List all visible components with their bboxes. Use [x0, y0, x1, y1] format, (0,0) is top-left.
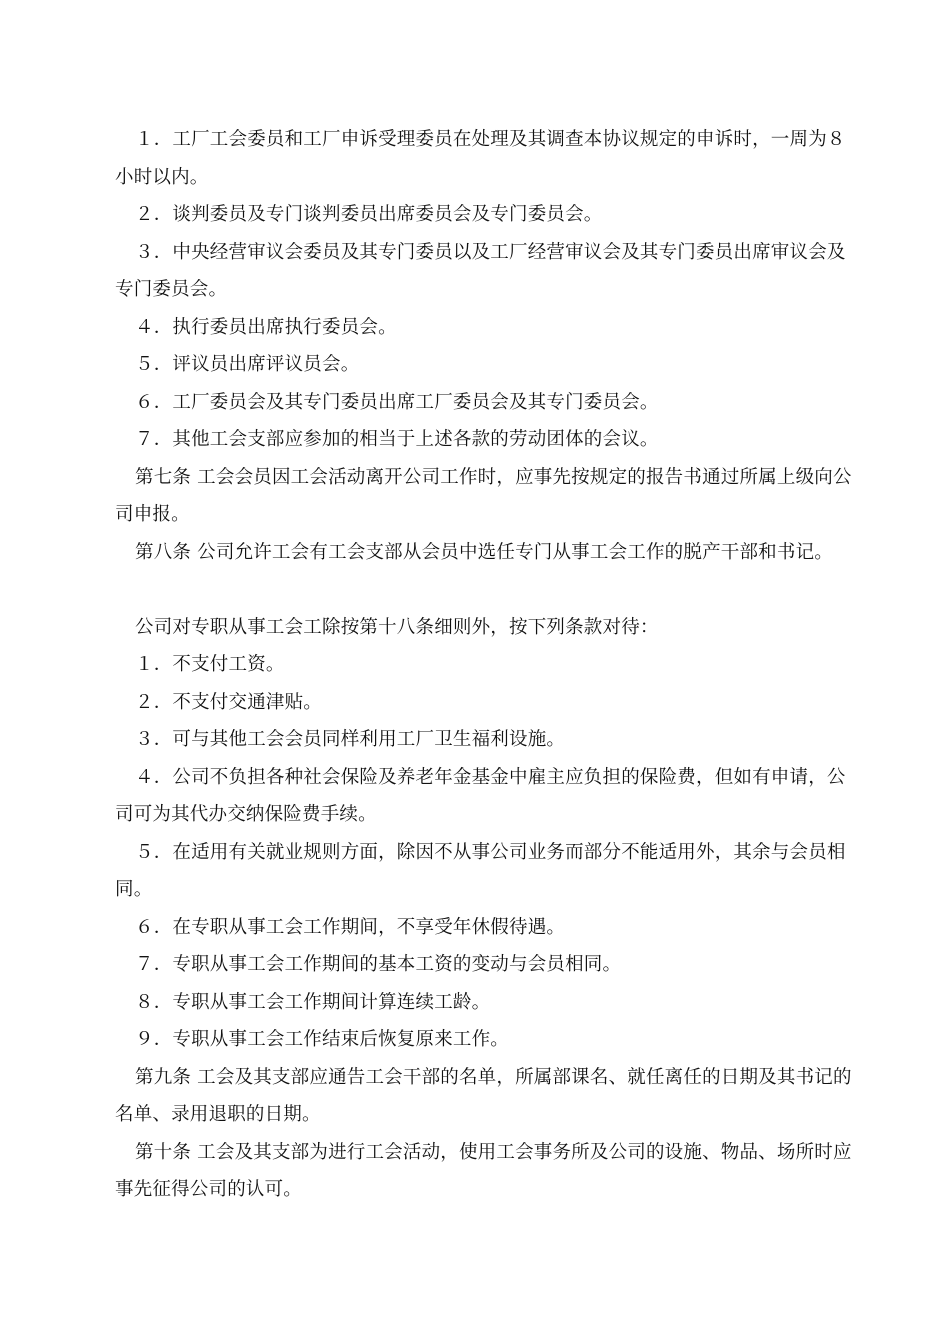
fulltime-item-6: ６．在专职从事工会工作期间，不享受年休假待遇。	[135, 916, 566, 938]
paragraph-item-6: ６．工厂委员会及其专门委员出席工厂委员会及其专门委员会。	[135, 391, 659, 413]
paragraph-item-5: ５．评议员出席评议员会。	[135, 354, 360, 375]
article-9: 第九条 工会及其支部应通告工会干部的名单，所属部课名、就任离任的日期及其书记的名单、录用退职的日期。	[115, 1066, 852, 1125]
paragraph-gap	[115, 571, 855, 609]
fulltime-item-4: ４．公司不负担各种社会保险及养老年金基金中雇主应负担的保险费，但如有申请，公司可为其代办交纳保险费手续。	[115, 766, 846, 825]
paragraph-item-3: ３．中央经营审议会委员及其专门委员以及工厂经营审议会及其专门委员出席审议会及专门委员会。	[115, 241, 846, 300]
article-8: 第八条 公司允许工会有工会支部从会员中选任专门从事工会工作的脱产干部和书记。	[135, 541, 833, 563]
fulltime-item-3: ３．可与其他工会会员同样利用工厂卫生福利设施。	[135, 729, 566, 750]
fulltime-item-1: １．不支付工资。	[135, 654, 285, 675]
fulltime-item-5: ５．在适用有关就业规则方面，除因不从事公司业务而部分不能适用外，其余与会员相同。	[115, 841, 846, 900]
fulltime-item-7: ７．专职从事工会工作期间的基本工资的变动与会员相同。	[135, 954, 622, 975]
document-page	[115, 121, 855, 1209]
paragraph-item-4: ４．执行委员出席执行委员会。	[135, 316, 397, 338]
fulltime-item-9: ９．专职从事工会工作结束后恢复原来工作。	[135, 1029, 510, 1050]
paragraph-item-2: ２．谈判委员及专门谈判委员出席委员会及专门委员会。	[135, 204, 603, 225]
paragraph-item-7: ７．其他工会支部应参加的相当于上述各款的劳动团体的会议。	[135, 429, 659, 450]
fulltime-item-2: ２．不支付交通津贴。	[135, 691, 323, 713]
fulltime-item-8: ８．专职从事工会工作期间计算连续工龄。	[135, 991, 491, 1013]
article-10: 第十条 工会及其支部为进行工会活动，使用工会事务所及公司的设施、物品、场所时应事先征得公司的认可。	[115, 1141, 852, 1200]
fulltime-staff-intro: 公司对专职从事工会工除按第十八条细则外，按下列条款对待：	[135, 616, 659, 638]
paragraph-item-1: １．工厂工会委员和工厂申诉受理委员在处理及其调查本协议规定的申诉时，一周为８小时以内。	[115, 129, 846, 188]
article-7: 第七条 工会会员因工会活动离开公司工作时，应事先按规定的报告书通过所属上级向公司申报。	[115, 466, 852, 525]
